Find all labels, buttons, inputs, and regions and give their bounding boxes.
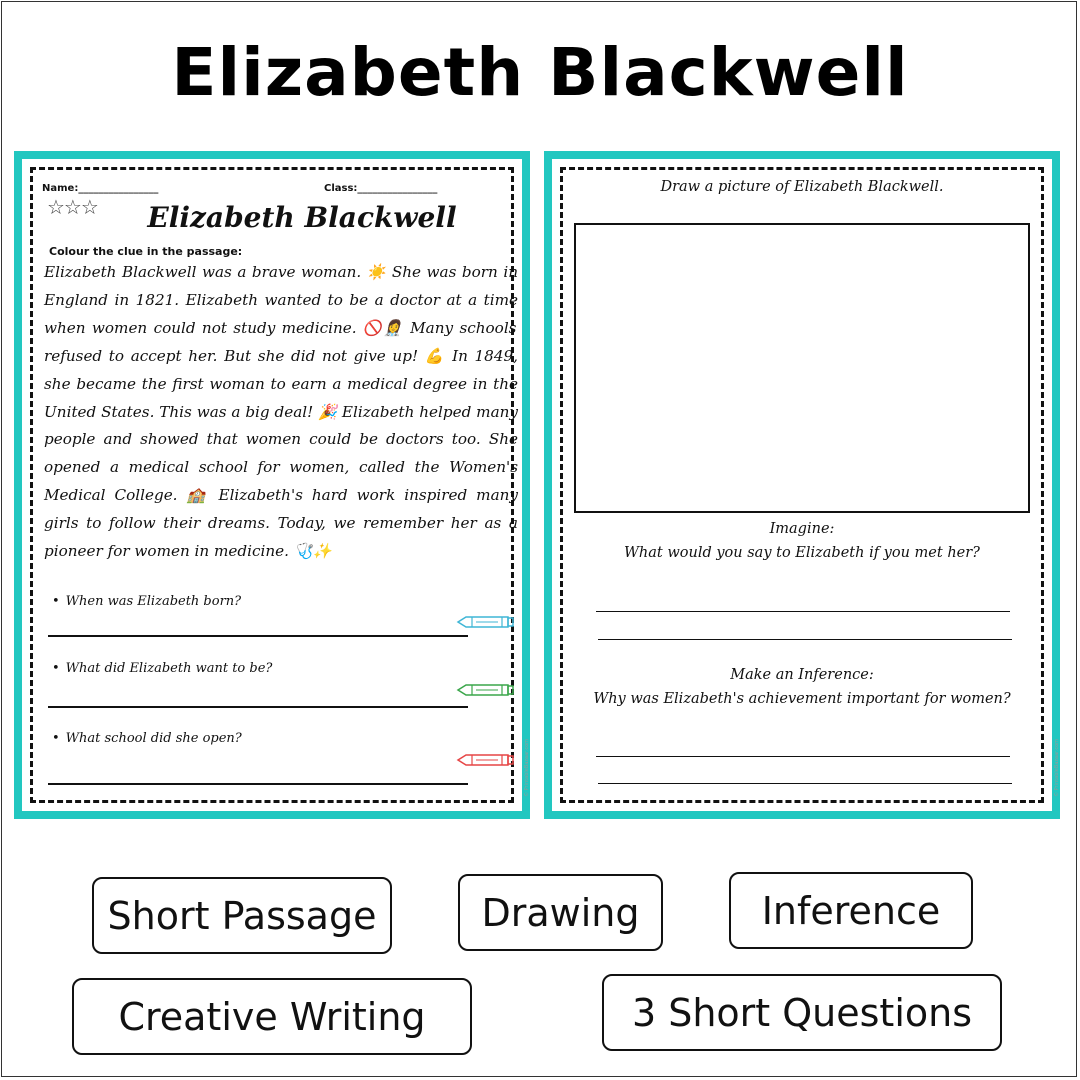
- tag-3-short-questions: 3 Short Questions: [602, 974, 1002, 1051]
- worksheet-passage-preview: [14, 151, 530, 819]
- name-field-label: Name:________________: [42, 183, 159, 194]
- class-field-label: Class:________________: [324, 183, 438, 194]
- inference-question: Why was Elizabeth's achievement important for women?: [593, 691, 1011, 707]
- tag-creative-writing: Creative Writing: [72, 978, 472, 1055]
- worksheet-title: Elizabeth Blackwell: [147, 201, 457, 234]
- watermark-text: © PrintableBazaar.com: [1054, 739, 1060, 797]
- draw-prompt: Draw a picture of Elizabeth Blackwell.: [660, 179, 944, 195]
- answer-line: [48, 706, 468, 708]
- bullet: •: [52, 661, 60, 676]
- answer-line: [598, 783, 1012, 784]
- instruction-text: Colour the clue in the passage:: [49, 245, 243, 258]
- question-3: [52, 731, 242, 746]
- crayon-green-icon: [456, 683, 514, 697]
- reading-passage: Elizabeth Blackwell was a brave woman. ☀️ She was born in England in 1821. Elizabeth wanted to be a doctor at a time when women could not study medicine. 🚫👩‍⚕️ Many schools refused to accept her. But she did not give up! 💪 In 1849, she became the first woman to earn a medical degree in the United States. This was a big deal! 🎉 Elizabeth helped many people and showed that women could be doctors too. She opened a medical school for women, called the Women's Medical College. 🏫 Elizabeth's hard work inspired many girls to follow their dreams. Today, we remember her as a pioneer for women in medicine. 🩺✨: [44, 263, 518, 561]
- watermark-text: © PrintableBazaar.com: [524, 739, 530, 797]
- tag-inference: Inference: [729, 872, 973, 949]
- question-2: [52, 661, 272, 676]
- worksheet-page: [552, 159, 1060, 811]
- product-title: Elizabeth Blackwell: [171, 34, 909, 111]
- crayon-blue-icon: [456, 615, 514, 629]
- answer-line: [48, 783, 468, 785]
- imagine-question: What would you say to Elizabeth if you met her?: [624, 545, 980, 561]
- answer-line: [596, 756, 1010, 757]
- crayon-red-icon: [456, 753, 514, 767]
- bullet: •: [52, 594, 60, 609]
- tag-drawing: Drawing: [458, 874, 663, 951]
- imagine-label: Imagine:: [769, 521, 835, 537]
- tag-short-passage: Short Passage: [92, 877, 392, 954]
- question-text: What school did she open?: [65, 731, 242, 746]
- question-text: What did Elizabeth want to be?: [65, 661, 273, 676]
- drawing-box: [574, 223, 1030, 513]
- answer-line: [598, 639, 1012, 640]
- question-text: When was Elizabeth born?: [65, 594, 242, 609]
- worksheet-drawing-preview: [544, 151, 1060, 819]
- worksheet-page: [22, 159, 530, 811]
- inference-label: Make an Inference:: [730, 667, 874, 683]
- answer-line: [48, 635, 468, 637]
- rating-stars-icon: ☆☆☆: [47, 195, 98, 219]
- question-1: [52, 594, 241, 609]
- bullet: •: [52, 731, 60, 746]
- answer-line: [596, 611, 1010, 612]
